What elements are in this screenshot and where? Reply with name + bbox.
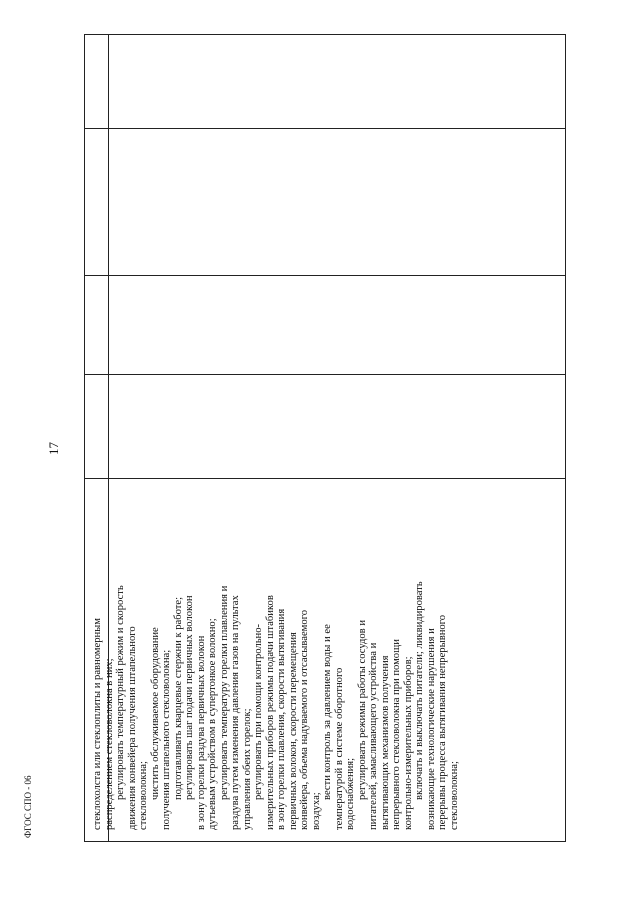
text-line: получения штапельного стекловолокна; — [161, 649, 172, 830]
text-line: водоснабжения; — [345, 757, 356, 830]
text-line: измерительных приборов режимы подачи штабиков — [264, 595, 276, 830]
text-line: перерывы процесса вытягивания непрерывного — [437, 614, 448, 830]
text-line: вытягивающих механизмов получения — [379, 655, 391, 830]
text-line: возникающие технологические нарушения и — [425, 628, 437, 830]
table-column-divider — [84, 128, 566, 129]
text-line: дутьевым устройством в супертонкое волокно; — [207, 618, 218, 830]
text-line: подготавливать кварцевые стержни к работе; — [172, 596, 184, 800]
table-column-divider — [84, 478, 566, 479]
text-line: непрерывного стекловолокна при помощи — [391, 639, 402, 830]
table-column-divider — [84, 374, 566, 375]
document-code: ФГОС СПО - 06 — [23, 775, 33, 838]
text-line: стекловолокна; — [448, 761, 460, 830]
text-line: контрольно-измерительных приборов; — [402, 656, 414, 830]
text-line: вести контроль за давлением воды и ее — [322, 624, 333, 800]
text-line: стеклохолста или стеклоплиты и равномерным — [92, 618, 103, 830]
text-line: в зону горелки раздува первичных волокон — [195, 635, 207, 830]
text-line: питателей, замасливающего устройства и — [368, 642, 379, 830]
text-line: чистить обслуживаемое оборудование — [149, 627, 161, 800]
text-line: регулировать температуру горелки плавления и — [218, 585, 230, 800]
text-line: управления обеих горелок; — [241, 708, 253, 830]
text-line: регулировать температурный режим и скорость — [115, 585, 126, 800]
text-line: первичных волокон, скорости перемещения — [287, 632, 299, 830]
text-line: температурой в системе оборотного — [333, 667, 345, 830]
text-line: включать и выключать питатели; ликвидировать — [414, 581, 425, 800]
text-line: стекловолокна; — [138, 761, 149, 830]
text-line: регулировать при помощи контрольно- — [253, 623, 264, 800]
text-line: в зону горелки плавления, скорости вытягивания — [276, 608, 287, 830]
text-line: движения конвейера получения штапельного — [126, 626, 138, 830]
text-line: регулировать режимы работы сосудов и — [356, 620, 368, 800]
text-line: распределением стекловолокна в них; — [103, 658, 115, 830]
text-line: регулировать шаг подачи первичных волокон — [184, 595, 195, 800]
text-line: раздува путем изменения давления газов на пультах — [230, 595, 241, 830]
text-line: конвейера, объема надуваемого и отсасываемого — [299, 609, 310, 830]
text-line: воздуха; — [310, 792, 322, 830]
requirements-text-cell — [92, 528, 566, 830]
table-column-divider — [84, 275, 566, 276]
page-number: 17 — [46, 442, 61, 455]
